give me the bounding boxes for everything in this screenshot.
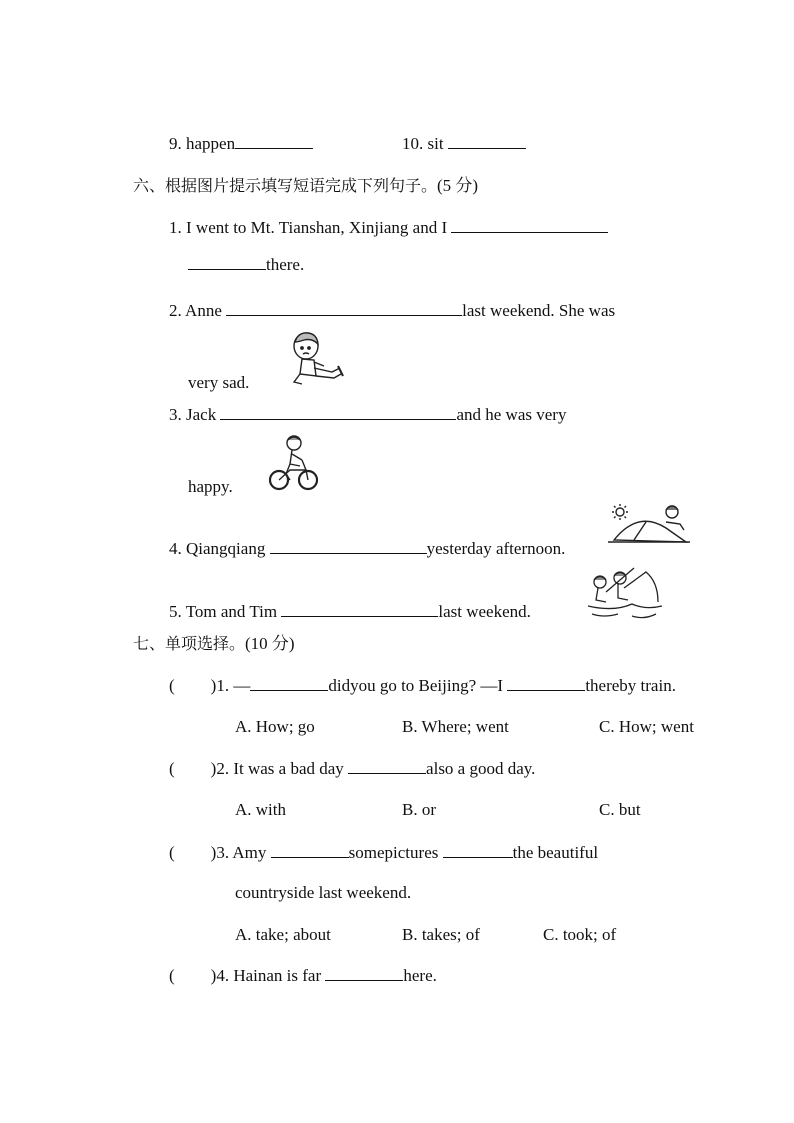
s6-question-3 bbox=[169, 405, 566, 425]
mc-q1-end: thereby train. bbox=[585, 676, 676, 695]
mc-q2-paren: ( bbox=[169, 759, 175, 778]
answer-blank[interactable] bbox=[451, 218, 608, 233]
s6-question-3-cont bbox=[188, 477, 233, 497]
mc-q3-paren: ( bbox=[169, 843, 175, 862]
answer-blank[interactable] bbox=[188, 255, 266, 270]
answer-blank[interactable] bbox=[270, 539, 427, 554]
s6-q1-text: 1. I went to Mt. Tianshan, Xinjiang and I bbox=[169, 218, 448, 237]
mc-q3-option-a[interactable]: A. take; about bbox=[235, 925, 331, 944]
boy-riding-bike-illustration bbox=[268, 434, 320, 492]
section-7-heading bbox=[133, 634, 295, 654]
mc-q1-option-b[interactable]: B. Where; went bbox=[402, 717, 509, 736]
mc-q2-option-b[interactable]: B. or bbox=[402, 800, 436, 819]
mc-q4-end: here. bbox=[403, 966, 437, 985]
answer-blank[interactable] bbox=[325, 966, 403, 981]
fishing-kids-illustration bbox=[584, 562, 666, 622]
s6-question-2 bbox=[169, 301, 615, 321]
mc-q3-option-c[interactable]: C. took; of bbox=[543, 925, 617, 944]
s6-q4-tail: yesterday afternoon. bbox=[426, 539, 566, 558]
answer-paren-space[interactable] bbox=[175, 967, 211, 981]
s6-q3-tail: and he was very bbox=[456, 405, 567, 424]
question-10 bbox=[402, 134, 526, 154]
mc-question-4 bbox=[169, 966, 437, 986]
s6-q2-end: very sad. bbox=[188, 373, 250, 392]
question-9-label: 9. happen bbox=[169, 134, 236, 153]
answer-blank[interactable] bbox=[448, 134, 526, 149]
mc-question-2 bbox=[169, 759, 535, 779]
s6-q2-text: 2. Anne bbox=[169, 301, 222, 320]
mc-question-3 bbox=[169, 843, 598, 863]
answer-paren-space[interactable] bbox=[175, 677, 211, 691]
section-7-score: (10 分) bbox=[245, 634, 295, 653]
mc-q3-line2: countryside last weekend. bbox=[235, 883, 412, 902]
mc-question-1 bbox=[169, 676, 676, 696]
mc-q2-num: )2. It was a bad day bbox=[210, 759, 344, 778]
s6-question-4 bbox=[169, 539, 565, 559]
mc-q1-option-a[interactable]: A. How; go bbox=[235, 717, 315, 736]
section-6-score: (5 分) bbox=[437, 176, 479, 195]
s6-q2-tail: last weekend. She was bbox=[462, 301, 616, 320]
s6-q5-text: 5. Tom and Tim bbox=[169, 602, 278, 621]
mc-q1-paren: ( bbox=[169, 676, 175, 695]
s6-q4-text: 4. Qiangqiang bbox=[169, 539, 266, 558]
section-6-heading bbox=[133, 176, 478, 196]
answer-blank[interactable] bbox=[271, 843, 349, 858]
answer-blank[interactable] bbox=[281, 602, 438, 617]
answer-paren-space[interactable] bbox=[175, 844, 211, 858]
s6-question-5 bbox=[169, 602, 531, 622]
s6-question-2-cont bbox=[188, 373, 249, 393]
mc-q4-paren: ( bbox=[169, 966, 175, 985]
s6-q5-tail: last weekend. bbox=[438, 602, 531, 621]
section-7-title: 七、单项选择。 bbox=[133, 634, 246, 653]
mc-q2-option-a[interactable]: A. with bbox=[235, 800, 286, 819]
mc-q3-end: the beautiful bbox=[512, 843, 599, 862]
mc-q3-mid: somepictures bbox=[348, 843, 439, 862]
section-6-title: 六、根据图片提示填写短语完成下列句子。 bbox=[133, 176, 438, 195]
mc-q4-num: )4. Hainan is far bbox=[210, 966, 322, 985]
camping-tent-illustration bbox=[604, 496, 694, 550]
s6-q3-text: 3. Jack bbox=[169, 405, 217, 424]
girl-sitting-sad-illustration bbox=[288, 330, 346, 388]
answer-blank[interactable] bbox=[443, 843, 513, 858]
answer-blank[interactable] bbox=[250, 676, 328, 691]
answer-blank[interactable] bbox=[235, 134, 313, 149]
answer-blank[interactable] bbox=[220, 405, 456, 420]
mc-q3-option-b[interactable]: B. takes; of bbox=[402, 925, 480, 944]
mc-q1-mid: didyou go to Beijing? —I bbox=[328, 676, 504, 695]
mc-q3-num: )3. Amy bbox=[210, 843, 267, 862]
question-10-label: 10. sit bbox=[402, 134, 444, 153]
mc-q1-num: )1. — bbox=[210, 676, 251, 695]
s6-q3-end: happy. bbox=[188, 477, 233, 496]
answer-blank[interactable] bbox=[226, 301, 462, 316]
answer-paren-space[interactable] bbox=[175, 760, 211, 774]
s6-question-1 bbox=[169, 218, 608, 238]
mc-q1-option-c[interactable]: C. How; went bbox=[599, 717, 694, 736]
question-9 bbox=[169, 134, 313, 154]
answer-blank[interactable] bbox=[348, 759, 426, 774]
answer-blank[interactable] bbox=[507, 676, 585, 691]
s6-q1-tail: there. bbox=[266, 255, 305, 274]
mc-q2-end: also a good day. bbox=[426, 759, 536, 778]
s6-question-1-cont bbox=[188, 255, 304, 275]
mc-q2-option-c[interactable]: C. but bbox=[599, 800, 641, 819]
